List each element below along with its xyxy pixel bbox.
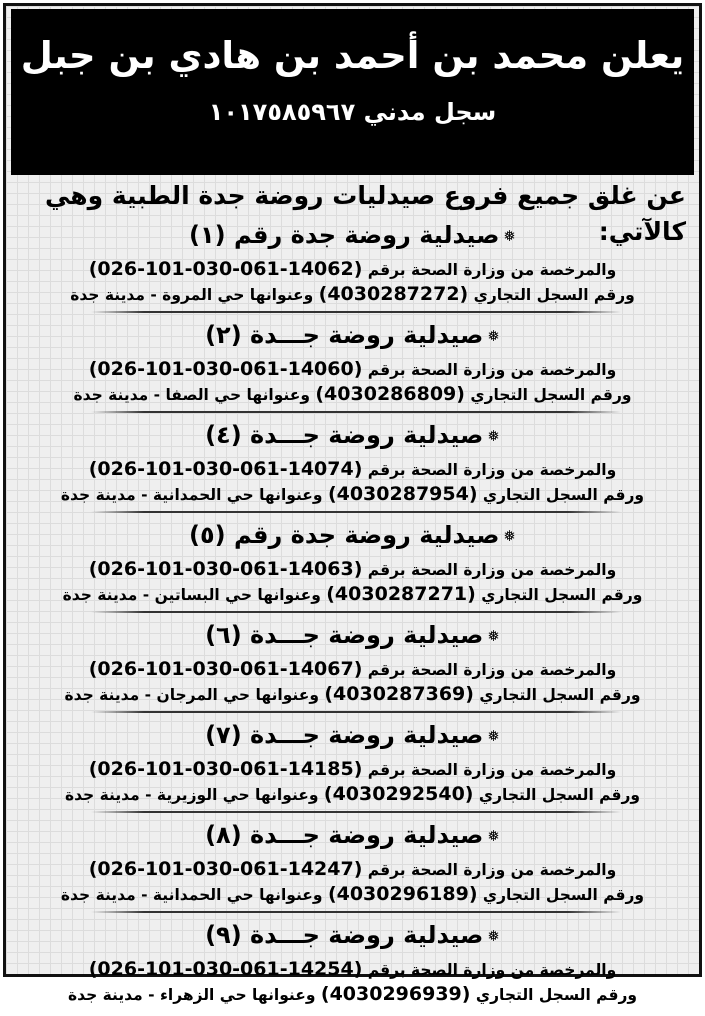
pharmacy-name: صيدلية روضة جـــدة (٨) <box>205 821 484 849</box>
license-number: (026-101-030-061-14074) <box>88 458 363 480</box>
cr-number: (4030287272) <box>318 283 469 305</box>
registry-line <box>6 482 699 507</box>
pharmacy-heading <box>6 916 699 953</box>
asterisk-bullet-icon: ❅ <box>487 727 500 745</box>
address-label: وعنوانها <box>246 386 310 404</box>
cr-number: (4030287954) <box>327 483 478 505</box>
registry-line <box>6 782 699 807</box>
address-label: وعنوانها <box>255 686 319 704</box>
address-label: وعنوانها <box>255 786 319 804</box>
license-label: والمرخصة من وزارة الصحة برقم <box>367 461 617 479</box>
cr-number: (4030296189) <box>327 883 478 905</box>
asterisk-bullet-icon: ❅ <box>503 227 516 245</box>
license-number: (026-101-030-061-14247) <box>88 858 363 880</box>
asterisk-bullet-icon: ❅ <box>503 527 516 545</box>
pharmacy-list <box>6 216 699 1016</box>
pharmacy-name: صيدلية روضة جـــدة (٤) <box>205 421 484 449</box>
pharmacy-heading <box>6 416 699 453</box>
header-banner <box>11 9 694 175</box>
registry-line <box>6 282 699 307</box>
announcer-title: يعلن محمد بن أحمد بن هادي بن جبل <box>20 34 685 77</box>
divider <box>91 411 621 413</box>
cr-number: (4030292540) <box>323 783 474 805</box>
pharmacy-name: صيدلية روضة جـــدة (٧) <box>205 721 484 749</box>
pharmacy-entry <box>6 516 699 616</box>
license-number: (026-101-030-061-14063) <box>88 558 363 580</box>
license-number: (026-101-030-061-14062) <box>88 258 363 280</box>
pharmacy-entry <box>6 316 699 416</box>
divider <box>91 911 621 913</box>
pharmacy-heading <box>6 216 699 253</box>
license-number: (026-101-030-061-14185) <box>88 758 363 780</box>
registry-line <box>6 982 699 1007</box>
cr-number: (4030296939) <box>320 983 471 1005</box>
registry-line <box>6 382 699 407</box>
divider <box>91 611 621 613</box>
civil-registry-number: سجل مدني ١٠١٧٥٨٥٩٦٧ <box>208 98 497 126</box>
address: حي المروة - مدينة جدة <box>70 286 245 304</box>
asterisk-bullet-icon: ❅ <box>487 627 500 645</box>
license-line <box>6 557 699 582</box>
asterisk-bullet-icon: ❅ <box>487 927 500 945</box>
address: حي البساتين - مدينة جدة <box>62 586 252 604</box>
license-label: والمرخصة من وزارة الصحة برقم <box>367 761 617 779</box>
pharmacy-heading <box>6 516 699 553</box>
address: حي الحمدانية - مدينة جدة <box>60 886 254 904</box>
asterisk-bullet-icon: ❅ <box>487 427 500 445</box>
pharmacy-name: صيدلية روضة جـــدة (٢) <box>205 321 484 349</box>
pharmacy-entry <box>6 216 699 316</box>
pharmacy-name: صيدلية روضة جدة رقم (٥) <box>189 521 500 549</box>
pharmacy-heading <box>6 616 699 653</box>
pharmacy-entry <box>6 616 699 716</box>
address: حي الحمدانية - مدينة جدة <box>60 486 254 504</box>
address: حي الوزيرية - مدينة جدة <box>64 786 250 804</box>
cr-number: (4030287271) <box>326 583 476 605</box>
license-number: (026-101-030-061-14060) <box>88 358 363 380</box>
divider <box>91 511 621 513</box>
cr-label: ورقم السجل التجاري <box>470 386 632 404</box>
pharmacy-entry <box>6 916 699 1016</box>
registry-line <box>6 882 699 907</box>
cr-label: ورقم السجل التجاري <box>481 586 643 604</box>
divider <box>91 311 621 313</box>
advertisement <box>3 3 702 1005</box>
address: حي الزهراء - مدينة جدة <box>67 986 247 1004</box>
license-label: والمرخصة من وزارة الصحة برقم <box>367 861 617 879</box>
address-label: وعنوانها <box>252 986 316 1004</box>
cr-number: (4030286809) <box>315 383 465 405</box>
license-number: (026-101-030-061-14254) <box>88 958 363 980</box>
license-line <box>6 457 699 482</box>
divider <box>91 811 621 813</box>
pharmacy-entry <box>6 816 699 916</box>
license-line <box>6 357 699 382</box>
address-label: وعنوانها <box>259 886 323 904</box>
license-line <box>6 857 699 882</box>
pharmacy-name: صيدلية روضة جدة رقم (١) <box>189 221 500 249</box>
license-label: والمرخصة من وزارة الصحة برقم <box>367 361 617 379</box>
intro-text: عن غلق جميع فروع صيدليات روضة جدة الطبية وهي كالآتي: <box>44 181 686 246</box>
license-line <box>6 957 699 982</box>
license-line <box>6 257 699 282</box>
address-label: وعنوانها <box>259 486 323 504</box>
license-label: والمرخصة من وزارة الصحة برقم <box>367 961 617 979</box>
pharmacy-heading <box>6 816 699 853</box>
license-line <box>6 657 699 682</box>
cr-label: ورقم السجل التجاري <box>478 786 641 804</box>
divider <box>91 711 621 713</box>
cr-label: ورقم السجل التجاري <box>479 686 641 704</box>
cr-label: ورقم السجل التجاري <box>473 286 635 304</box>
license-number: (026-101-030-061-14067) <box>88 658 363 680</box>
license-line <box>6 757 699 782</box>
license-label: والمرخصة من وزارة الصحة برقم <box>367 261 617 279</box>
cr-label: ورقم السجل التجاري <box>482 886 645 904</box>
cr-label: ورقم السجل التجاري <box>475 986 638 1004</box>
cr-number: (4030287369) <box>324 683 474 705</box>
pharmacy-heading <box>6 316 699 353</box>
address-label: وعنوانها <box>249 286 314 304</box>
asterisk-bullet-icon: ❅ <box>487 827 500 845</box>
address: حي المرجان - مدينة جدة <box>64 686 251 704</box>
registry-line <box>6 582 699 607</box>
license-label: والمرخصة من وزارة الصحة برقم <box>367 561 617 579</box>
address-label: وعنوانها <box>257 586 321 604</box>
pharmacy-heading <box>6 716 699 753</box>
license-label: والمرخصة من وزارة الصحة برقم <box>367 661 617 679</box>
pharmacy-name: صيدلية روضة جـــدة (٩) <box>205 921 484 949</box>
cr-label: ورقم السجل التجاري <box>482 486 645 504</box>
pharmacy-entry <box>6 716 699 816</box>
registry-line <box>6 682 699 707</box>
address: حي الصفا - مدينة جدة <box>73 386 242 404</box>
asterisk-bullet-icon: ❅ <box>487 327 500 345</box>
pharmacy-name: صيدلية روضة جـــدة (٦) <box>205 621 484 649</box>
pharmacy-entry <box>6 416 699 516</box>
